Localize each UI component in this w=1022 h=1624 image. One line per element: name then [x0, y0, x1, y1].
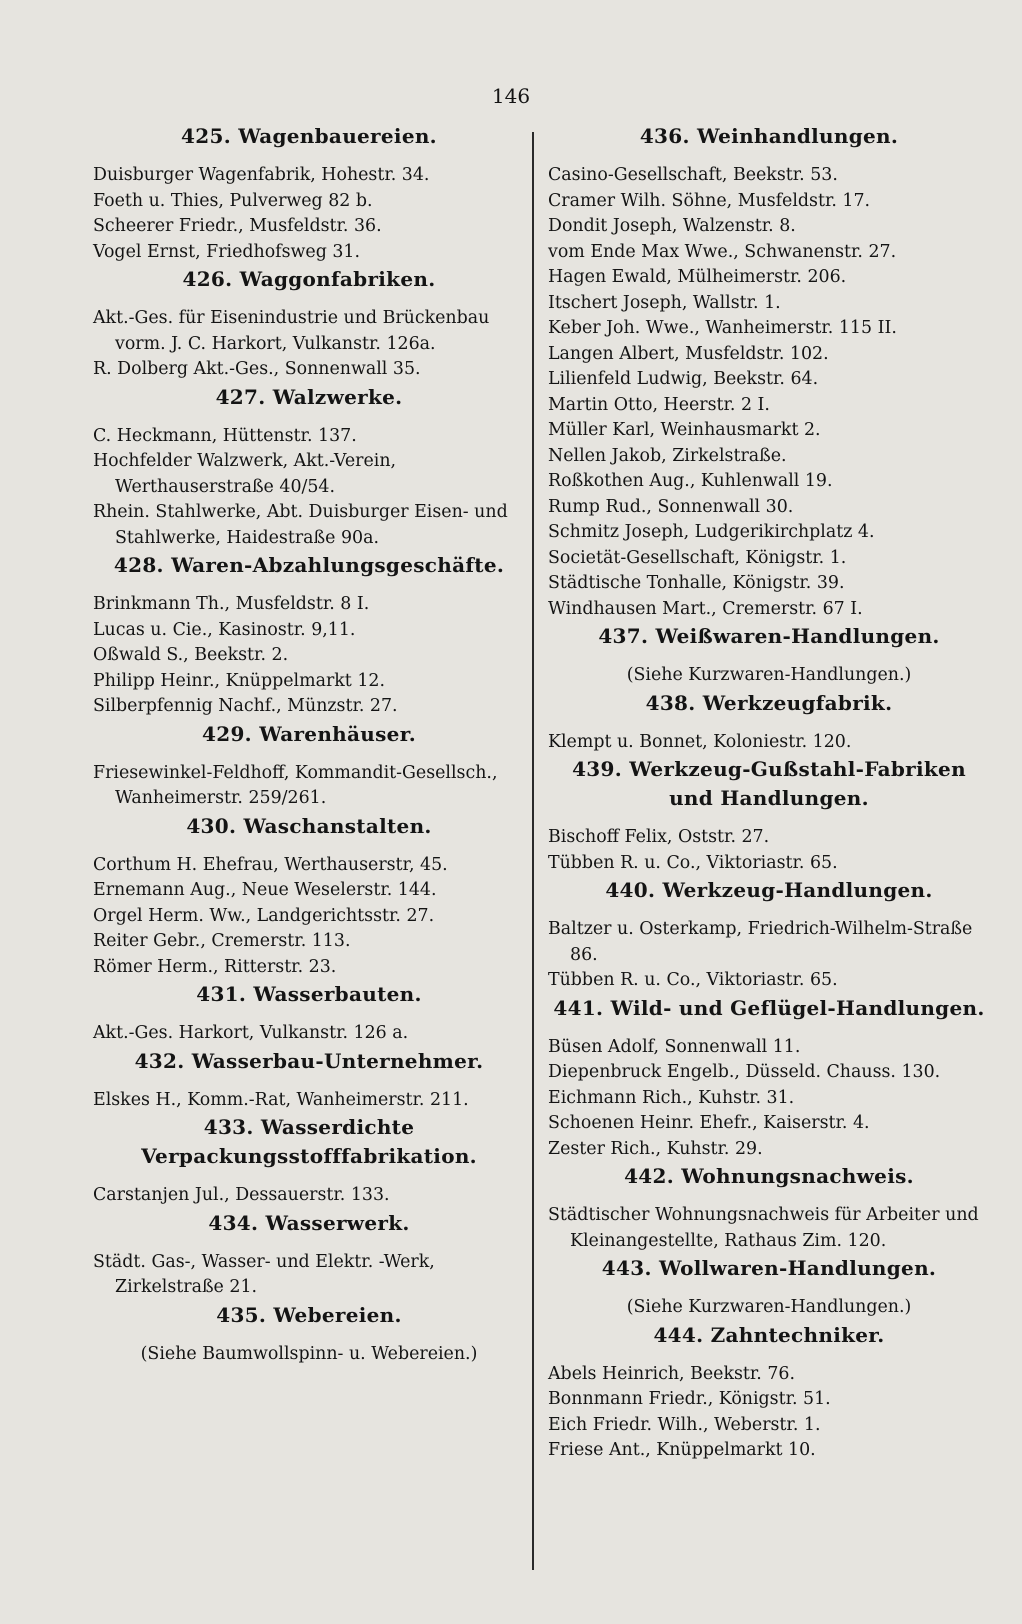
directory-entry: Schoenen Heinr. Ehefr., Kaiserstr. 4.: [548, 1113, 870, 1133]
directory-entry: Bischoff Felix, Oststr. 27.: [548, 827, 770, 847]
directory-entry: R. Dolberg Akt.-Ges., Sonnenwall 35.: [93, 359, 421, 379]
directory-entry: Städtische Tonhalle, Königstr. 39.: [548, 573, 845, 593]
directory-entry: Städt. Gas-, Wasser- und Elektr. -Werk, Zirkelstraße 21.: [93, 1251, 435, 1297]
directory-section: [93, 1047, 525, 1114]
cross-reference-note: (Siehe Baumwollspinn- u. Webereien.): [140, 1343, 478, 1364]
directory-entry: Ernemann Aug., Neue Weselerstr. 144.: [93, 880, 437, 900]
cross-reference-note: (Siehe Kurzwaren-Handlungen.): [626, 1297, 912, 1317]
directory-entry: Klempt u. Bonnet, Koloniestr. 120.: [548, 731, 852, 752]
section-heading: 442. Wohnungsnachweis.: [624, 1164, 914, 1188]
directory-section: [548, 622, 990, 689]
directory-section: [93, 265, 525, 383]
directory-section: [548, 1162, 990, 1254]
directory-section: [548, 994, 990, 1163]
section-heading: 440. Werkzeug-Handlungen.: [605, 878, 933, 902]
cross-reference-note: (Siehe Kurzwaren-Handlungen.): [626, 665, 912, 685]
directory-entry: Elskes H., Komm.-Rat, Wanheimerstr. 211.: [93, 1089, 469, 1110]
directory-entry: Cramer Wilh. Söhne, Musfeldstr. 17.: [548, 190, 871, 211]
section-heading: 434. Wasserwerk.: [208, 1210, 410, 1235]
directory-section: [548, 689, 990, 756]
directory-entry: Corthum H. Ehefrau, Werthauserstr, 45.: [93, 854, 448, 875]
directory-entry: Akt.-Ges. für Eisenindustrie und Brückenbau vorm. J. C. Harkort, Vulkanstr. 126a.: [93, 308, 490, 354]
directory-entry: Römer Herm., Ritterstr. 23.: [93, 956, 337, 977]
directory-entry: Städtischer Wohnungsnachweis für Arbeiter und Kleinangestellte, Rathaus Zim. 120.: [548, 1205, 979, 1251]
directory-entry: Keber Joh. Wwe., Wanheimerstr. 115 II.: [548, 318, 897, 338]
directory-entry: vom Ende Max Wwe., Schwanenstr. 27.: [548, 241, 897, 262]
directory-entry: Akt.-Ges. Harkort, Vulkanstr. 126 a.: [93, 1023, 409, 1043]
directory-entry: Eich Friedr. Wilh., Weberstr. 1.: [548, 1414, 821, 1435]
directory-entry: Hagen Ewald, Mülheimerstr. 206.: [548, 267, 847, 287]
directory-entry: Scheerer Friedr., Musfeldstr. 36.: [93, 216, 382, 236]
directory-entry: Vogel Ernst, Friedhofsweg 31.: [93, 241, 361, 262]
directory-section: [93, 551, 525, 720]
directory-entry: Silberpfennig Nachf., Münzstr. 27.: [93, 696, 398, 716]
directory-entry: Philipp Heinr., Knüppelmarkt 12.: [93, 670, 385, 691]
column-divider: [532, 132, 534, 1570]
directory-section: [548, 1321, 990, 1464]
left-column: [93, 122, 525, 1367]
section-heading: 437. Weißwaren-Handlungen.: [598, 624, 940, 648]
directory-entry: Büsen Adolf, Sonnenwall 11.: [548, 1036, 801, 1057]
section-heading: 427. Walzwerke.: [215, 384, 403, 409]
section-heading: 441. Wild- und Geflügel-Handlungen.: [553, 995, 985, 1020]
directory-section: [93, 1209, 525, 1301]
directory-entry: Duisburger Wagenfabrik, Hohestr. 34.: [93, 165, 430, 185]
directory-entry: Oßwald S., Beekstr. 2.: [93, 645, 289, 665]
directory-section: [548, 876, 990, 994]
section-heading: 433. Wasserdichte Verpackungsstofffabrikation.: [141, 1115, 477, 1168]
directory-section: [93, 720, 525, 812]
directory-entry: Müller Karl, Weinhausmarkt 2.: [548, 420, 821, 440]
directory-entry: Hochfelder Walzwerk, Akt.-Verein, Werthauserstraße 40/54.: [93, 451, 397, 497]
directory-entry: Tübben R. u. Co., Viktoriastr. 65.: [548, 852, 838, 873]
directory-section: [548, 755, 990, 876]
directory-entry: Friesewinkel-Feldhoff, Kommandit-Gesellsch., Wanheimerstr. 259/261.: [93, 762, 498, 808]
directory-entry: Eichmann Rich., Kuhstr. 31.: [548, 1087, 795, 1108]
section-heading: 430. Waschanstalten.: [186, 813, 432, 838]
directory-entry: Zester Rich., Kuhstr. 29.: [548, 1138, 763, 1159]
section-heading: 425. Wagenbauereien.: [181, 124, 437, 148]
section-heading: 436. Weinhandlungen.: [639, 124, 899, 148]
directory-entry: Rhein. Stahlwerke, Abt. Duisburger Eisen- und Stahlwerke, Haidestraße 90a.: [93, 502, 508, 548]
directory-section: [548, 1254, 990, 1321]
directory-section: [93, 383, 525, 552]
directory-entry: Dondit Joseph, Walzenstr. 8.: [548, 216, 796, 236]
section-heading: 439. Werkzeug-Gußstahl-Fabriken und Handlungen.: [572, 757, 966, 810]
directory-entry: Lucas u. Cie., Kasinostr. 9,11.: [93, 619, 356, 640]
directory-section: [548, 122, 990, 622]
page-number: 146: [491, 84, 531, 108]
directory-entry: Foeth u. Thies, Pulverweg 82 b.: [93, 190, 373, 211]
directory-entry: Schmitz Joseph, Ludgerikirchplatz 4.: [548, 522, 875, 542]
section-heading: 443. Wollwaren-Handlungen.: [601, 1256, 937, 1280]
directory-entry: Diepenbruck Engelb., Düsseld. Chauss. 130.: [548, 1062, 941, 1082]
directory-entry: Bonnmann Friedr., Königstr. 51.: [548, 1389, 831, 1409]
directory-section: [93, 812, 525, 981]
directory-section: [93, 1301, 525, 1368]
directory-section: [93, 980, 525, 1047]
directory-entry: Tübben R. u. Co., Viktoriastr. 65.: [548, 970, 838, 990]
directory-entry: Lilienfeld Ludwig, Beekstr. 64.: [548, 369, 819, 389]
directory-entry: Reiter Gebr., Cremerstr. 113.: [93, 931, 351, 951]
directory-entry: Itschert Joseph, Wallstr. 1.: [548, 292, 781, 313]
directory-entry: Rump Rud., Sonnenwall 30.: [548, 496, 794, 517]
directory-section: [93, 122, 525, 265]
directory-entry: Casino-Gesellschaft, Beekstr. 53.: [548, 165, 838, 185]
section-heading: 432. Wasserbau-Unternehmer.: [134, 1048, 484, 1073]
section-heading: 429. Warenhäuser.: [202, 721, 416, 746]
section-heading: 435. Webereien.: [216, 1302, 402, 1327]
directory-entry: Baltzer u. Osterkamp, Friedrich-Wilhelm-Straße 86.: [548, 919, 973, 965]
section-heading: 426. Waggonfabriken.: [182, 267, 436, 291]
directory-entry: Abels Heinrich, Beekstr. 76.: [548, 1363, 796, 1384]
directory-entry: Societät-Gesellschaft, Königstr. 1.: [548, 547, 847, 568]
section-heading: 431. Wasserbauten.: [196, 982, 422, 1006]
directory-entry: C. Heckmann, Hüttenstr. 137.: [93, 425, 357, 446]
directory-entry: Nellen Jakob, Zirkelstraße.: [548, 445, 787, 466]
directory-entry: Roßkothen Aug., Kuhlenwall 19.: [548, 471, 833, 491]
directory-entry: Martin Otto, Heerstr. 2 I.: [548, 394, 770, 415]
directory-entry: Friese Ant., Knüppelmarkt 10.: [548, 1440, 816, 1460]
right-column: [548, 122, 990, 1464]
directory-section: [93, 1113, 525, 1209]
section-heading: 428. Waren-Abzahlungsgeschäfte.: [113, 553, 505, 577]
directory-entry: Windhausen Mart., Cremerstr. 67 I.: [548, 598, 863, 619]
directory-entry: Carstanjen Jul., Dessauerstr. 133.: [93, 1185, 390, 1205]
directory-entry: Langen Albert, Musfeldstr. 102.: [548, 343, 829, 364]
directory-entry: Brinkmann Th., Musfeldstr. 8 I.: [93, 594, 370, 614]
directory-entry: Orgel Herm. Ww., Landgerichtsstr. 27.: [93, 905, 435, 926]
section-heading: 444. Zahntechniker.: [653, 1322, 885, 1347]
section-heading: 438. Werkzeugfabrik.: [645, 690, 893, 715]
